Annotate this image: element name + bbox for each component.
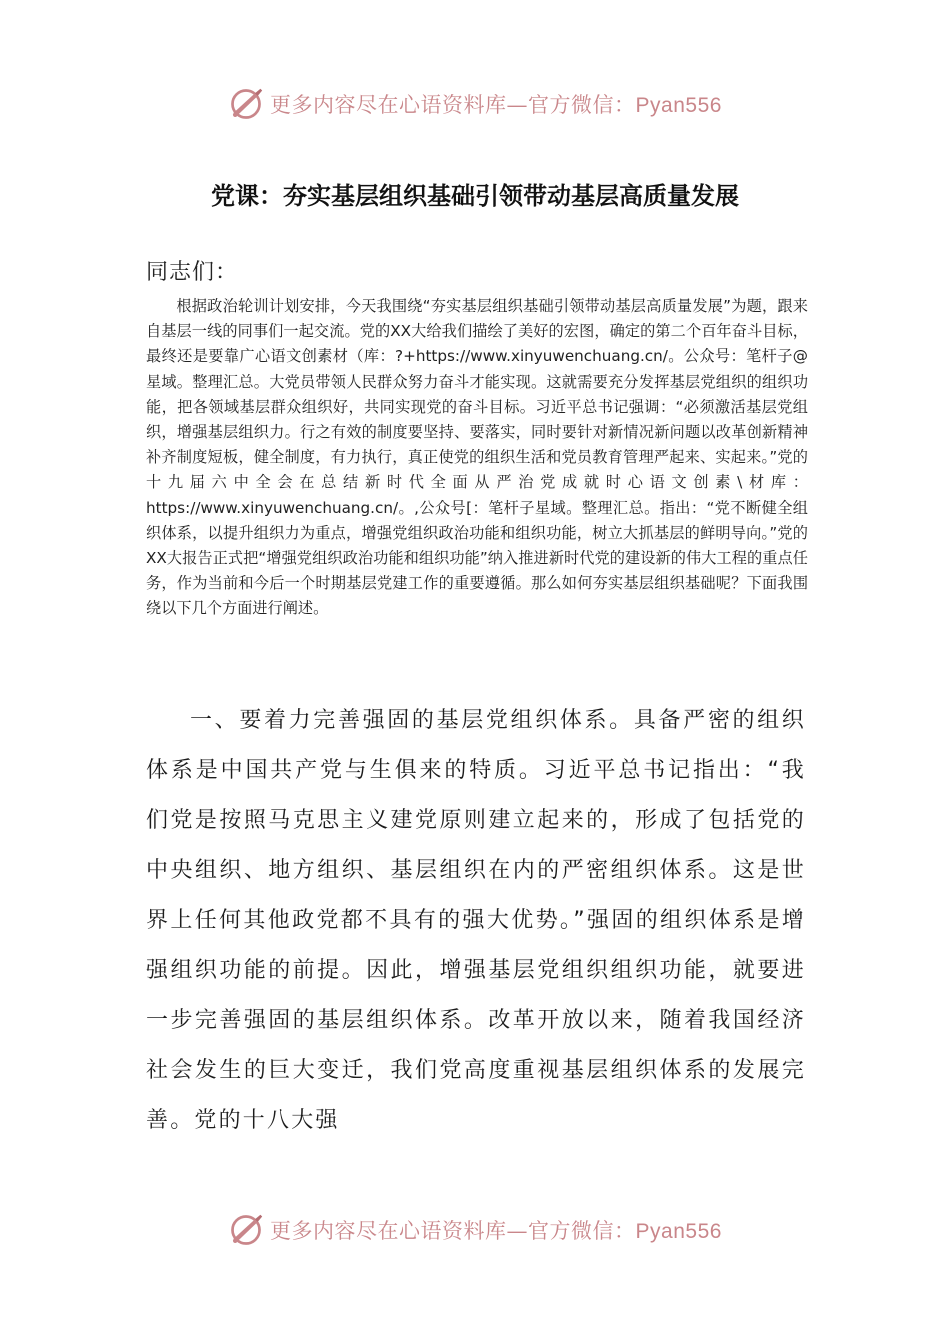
pen-logo-icon xyxy=(228,86,264,122)
watermark-header xyxy=(0,82,950,126)
salutation: 同志们： xyxy=(146,260,239,285)
watermark-text: 更多内容尽在心语资料库—官方微信：Pyan556 xyxy=(270,93,722,117)
watermark-footer xyxy=(0,1208,950,1252)
document-title: 党课：夯实基层组织基础引领带动基层高质量发展 xyxy=(211,181,739,210)
section-one-paragraph: 一、要着力完善强固的基层党组织体系。具备严密的组织体系是中国共产党与生俱来的特质。习近平总书记指出：“我们党是按照马克思主义建党原则建立起来的，形成了包括党的中央组织、地方组织、基层组织在内的严密组织体系。这是世界上任何其他政党都不具有的强大优势。”强固的组织体系是增强组织功能的前提。因此，增强基层党组织组织功能，就要进一步完善强固的基层组织体系。改革开放以来，随着我国经济社会发生的巨大变迁，我们党高度重视基层组织体系的发展完善。党的十八大强 xyxy=(146,708,806,1133)
watermark-text: 更多内容尽在心语资料库—官方微信：Pyan556 xyxy=(270,1219,722,1243)
intro-paragraph: 根据政治轮训计划安排，今天我围绕“夯实基层组织基础引领带动基层高质量发展”为题，跟来自基层一线的同事们一起交流。党的XX大给我们描绘了美好的宏图，确定的第二个百年奋斗目标，最终还是要靠广心语文创素材（库：?+https://www.xinyuwenchuang.cn/。公众号：笔杆子@星域。整理汇总。大党员带领人民群众努力奋斗才能实现。这就需要充分发挥基层党组织的组织功能，把各领域基层群众组织好，共同实现党的奋斗目标。习近平总书记强调：“必须激活基层党组织，增强基层组织力。行之有效的制度要坚持、要落实，同时要针对新情况新问题以改革创新精神补齐制度短板，健全制度，有力执行，真正使党的组织生活和党员教育管理严起来、实起来。”党的十九届六中全会在总结新时代全面从严治党成就时心语文创素\材库：https://www.xinyuwenchuang.cn/。,公众号[：笔杆子星域。整理汇总。指出：“党不断健全组织体系，以提升组织力为重点，增强党组织政治功能和组织功能，树立大抓基层的鲜明导向。”党的XX大报告正式把“增强党组织政治功能和组织功能”纳入推进新时代党的建设新的伟大工程的重点任务，作为当前和今后一个时期基层党建工作的重要遵循。那么如何夯实基层组织基础呢？下面我围绕以下几个方面进行阐述。 xyxy=(146,297,808,618)
pen-logo-icon xyxy=(228,1212,264,1248)
